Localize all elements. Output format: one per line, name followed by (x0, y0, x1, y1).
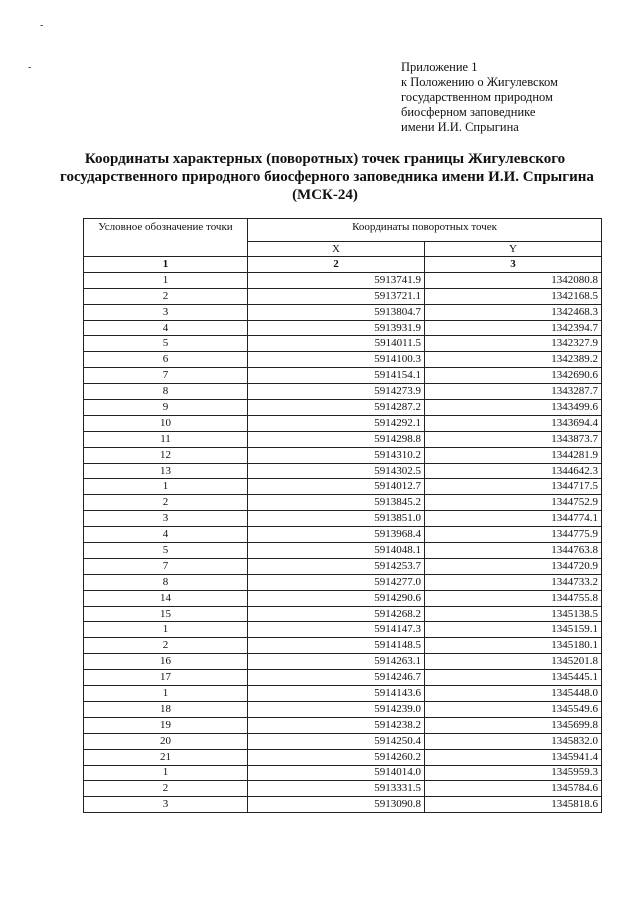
table-row (84, 717, 602, 733)
x-coordinate-cell: 5914260.2 (248, 749, 425, 765)
x-coordinate-cell: 5914290.6 (248, 590, 425, 606)
point-id-cell: 1 (84, 272, 248, 288)
x-coordinate-cell: 5913741.9 (248, 272, 425, 288)
table-row (84, 574, 602, 590)
y-coordinate-cell: 1342168.5 (425, 288, 602, 304)
x-coordinate-cell: 5913851.0 (248, 511, 425, 527)
table-row (84, 320, 602, 336)
point-id-cell: 4 (84, 527, 248, 543)
y-coordinate-cell: 1345832.0 (425, 733, 602, 749)
y-coordinate-cell: 1342394.7 (425, 320, 602, 336)
point-id-cell: 12 (84, 447, 248, 463)
table-row (84, 368, 602, 384)
table-row (84, 511, 602, 527)
x-coordinate-cell: 5914143.6 (248, 686, 425, 702)
y-coordinate-cell: 1345941.4 (425, 749, 602, 765)
point-id-cell: 21 (84, 749, 248, 765)
table-body (84, 272, 602, 812)
title-line: Координаты характерных (поворотных) точек границы Жигулевского (84, 151, 566, 167)
column-number-row (84, 257, 602, 273)
y-coordinate-cell: 1345699.8 (425, 717, 602, 733)
point-id-cell: 10 (84, 415, 248, 431)
point-id-cell: 11 (84, 431, 248, 447)
table-row (84, 654, 602, 670)
x-coordinate-cell: 5914292.1 (248, 415, 425, 431)
table-row (84, 479, 602, 495)
point-id-cell: 7 (84, 558, 248, 574)
y-coordinate-cell: 1344717.5 (425, 479, 602, 495)
table-row (84, 352, 602, 368)
column-number: 1 (84, 257, 248, 273)
table-row (84, 622, 602, 638)
table-row (84, 606, 602, 622)
scan-mark-top: - (40, 20, 44, 31)
point-id-cell: 15 (84, 606, 248, 622)
header-point-designation: Условное обозначение точки (84, 219, 248, 257)
x-coordinate-cell: 5913331.5 (248, 781, 425, 797)
appendix-line: государственном природном (401, 90, 553, 104)
table-row (84, 733, 602, 749)
point-id-cell: 6 (84, 352, 248, 368)
table-row (84, 447, 602, 463)
point-id-cell: 13 (84, 463, 248, 479)
table-row (84, 558, 602, 574)
table-row (84, 749, 602, 765)
table-row (84, 638, 602, 654)
x-coordinate-cell: 5914302.5 (248, 463, 425, 479)
column-number: 2 (248, 257, 425, 273)
appendix-line: биосферном заповеднике (401, 105, 536, 119)
table-row (84, 495, 602, 511)
header-x: X (248, 242, 425, 257)
y-coordinate-cell: 1342080.8 (425, 272, 602, 288)
title-line: (МСК-24) (292, 187, 358, 203)
x-coordinate-cell: 5914011.5 (248, 336, 425, 352)
table-row (84, 781, 602, 797)
title-line: государственного природного биосферного заповедника имени И.И. Спрыгина (60, 169, 594, 185)
x-coordinate-cell: 5914012.7 (248, 479, 425, 495)
y-coordinate-cell: 1344774.1 (425, 511, 602, 527)
x-coordinate-cell: 5914268.2 (248, 606, 425, 622)
y-coordinate-cell: 1345549.6 (425, 701, 602, 717)
table-row (84, 463, 602, 479)
appendix-note (401, 60, 621, 135)
x-coordinate-cell: 5914239.0 (248, 701, 425, 717)
table-row (84, 765, 602, 781)
document-title (60, 150, 594, 204)
y-coordinate-cell: 1345180.1 (425, 638, 602, 654)
appendix-line: имени И.И. Спрыгина (401, 120, 519, 134)
y-coordinate-cell: 1344755.8 (425, 590, 602, 606)
point-id-cell: 2 (84, 495, 248, 511)
point-id-cell: 18 (84, 701, 248, 717)
x-coordinate-cell: 5913090.8 (248, 797, 425, 813)
table-row (84, 797, 602, 813)
y-coordinate-cell: 1345448.0 (425, 686, 602, 702)
x-coordinate-cell: 5914287.2 (248, 400, 425, 416)
y-coordinate-cell: 1343873.7 (425, 431, 602, 447)
point-id-cell: 16 (84, 654, 248, 670)
point-id-cell: 1 (84, 765, 248, 781)
y-coordinate-cell: 1342690.6 (425, 368, 602, 384)
appendix-line: к Положению о Жигулевском (401, 75, 558, 89)
point-id-cell: 3 (84, 797, 248, 813)
appendix-line: Приложение 1 (401, 60, 478, 74)
table-row (84, 431, 602, 447)
scan-mark-left: - (28, 62, 32, 73)
table-row (84, 336, 602, 352)
x-coordinate-cell: 5914014.0 (248, 765, 425, 781)
x-coordinate-cell: 5914238.2 (248, 717, 425, 733)
x-coordinate-cell: 5914277.0 (248, 574, 425, 590)
table-row (84, 701, 602, 717)
y-coordinate-cell: 1345159.1 (425, 622, 602, 638)
x-coordinate-cell: 5914100.3 (248, 352, 425, 368)
point-id-cell: 7 (84, 368, 248, 384)
header-coordinates: Координаты поворотных точек (248, 219, 602, 242)
x-coordinate-cell: 5913931.9 (248, 320, 425, 336)
point-id-cell: 20 (84, 733, 248, 749)
y-coordinate-cell: 1343694.4 (425, 415, 602, 431)
point-id-cell: 8 (84, 384, 248, 400)
y-coordinate-cell: 1343499.6 (425, 400, 602, 416)
table-row (84, 304, 602, 320)
point-id-cell: 3 (84, 511, 248, 527)
x-coordinate-cell: 5914048.1 (248, 543, 425, 559)
x-coordinate-cell: 5914246.7 (248, 670, 425, 686)
point-id-cell: 19 (84, 717, 248, 733)
y-coordinate-cell: 1345445.1 (425, 670, 602, 686)
table-row (84, 670, 602, 686)
point-id-cell: 2 (84, 288, 248, 304)
y-coordinate-cell: 1345818.6 (425, 797, 602, 813)
x-coordinate-cell: 5914154.1 (248, 368, 425, 384)
x-coordinate-cell: 5913804.7 (248, 304, 425, 320)
point-id-cell: 17 (84, 670, 248, 686)
table-row (84, 400, 602, 416)
table-row (84, 590, 602, 606)
x-coordinate-cell: 5913845.2 (248, 495, 425, 511)
point-id-cell: 5 (84, 543, 248, 559)
y-coordinate-cell: 1342389.2 (425, 352, 602, 368)
table-row (84, 686, 602, 702)
table-row (84, 288, 602, 304)
x-coordinate-cell: 5914298.8 (248, 431, 425, 447)
y-coordinate-cell: 1344642.3 (425, 463, 602, 479)
x-coordinate-cell: 5913968.4 (248, 527, 425, 543)
x-coordinate-cell: 5914263.1 (248, 654, 425, 670)
x-coordinate-cell: 5914273.9 (248, 384, 425, 400)
x-coordinate-cell: 5914147.3 (248, 622, 425, 638)
y-coordinate-cell: 1343287.7 (425, 384, 602, 400)
header-y: Y (425, 242, 602, 257)
point-id-cell: 1 (84, 622, 248, 638)
table-row (84, 415, 602, 431)
x-coordinate-cell: 5914253.7 (248, 558, 425, 574)
point-id-cell: 9 (84, 400, 248, 416)
table-row (84, 527, 602, 543)
table-row (84, 272, 602, 288)
y-coordinate-cell: 1344720.9 (425, 558, 602, 574)
y-coordinate-cell: 1342327.9 (425, 336, 602, 352)
point-id-cell: 5 (84, 336, 248, 352)
y-coordinate-cell: 1344763.8 (425, 543, 602, 559)
x-coordinate-cell: 5913721.1 (248, 288, 425, 304)
x-coordinate-cell: 5914310.2 (248, 447, 425, 463)
table-row (84, 543, 602, 559)
point-id-cell: 2 (84, 638, 248, 654)
point-id-cell: 1 (84, 479, 248, 495)
y-coordinate-cell: 1342468.3 (425, 304, 602, 320)
column-number: 3 (425, 257, 602, 273)
x-coordinate-cell: 5914148.5 (248, 638, 425, 654)
point-id-cell: 14 (84, 590, 248, 606)
point-id-cell: 8 (84, 574, 248, 590)
point-id-cell: 1 (84, 686, 248, 702)
point-id-cell: 3 (84, 304, 248, 320)
point-id-cell: 2 (84, 781, 248, 797)
y-coordinate-cell: 1344775.9 (425, 527, 602, 543)
table-row (84, 384, 602, 400)
y-coordinate-cell: 1344752.9 (425, 495, 602, 511)
y-coordinate-cell: 1344733.2 (425, 574, 602, 590)
y-coordinate-cell: 1344281.9 (425, 447, 602, 463)
y-coordinate-cell: 1345784.6 (425, 781, 602, 797)
y-coordinate-cell: 1345959.3 (425, 765, 602, 781)
point-id-cell: 4 (84, 320, 248, 336)
y-coordinate-cell: 1345201.8 (425, 654, 602, 670)
x-coordinate-cell: 5914250.4 (248, 733, 425, 749)
y-coordinate-cell: 1345138.5 (425, 606, 602, 622)
coordinates-table (83, 218, 602, 813)
